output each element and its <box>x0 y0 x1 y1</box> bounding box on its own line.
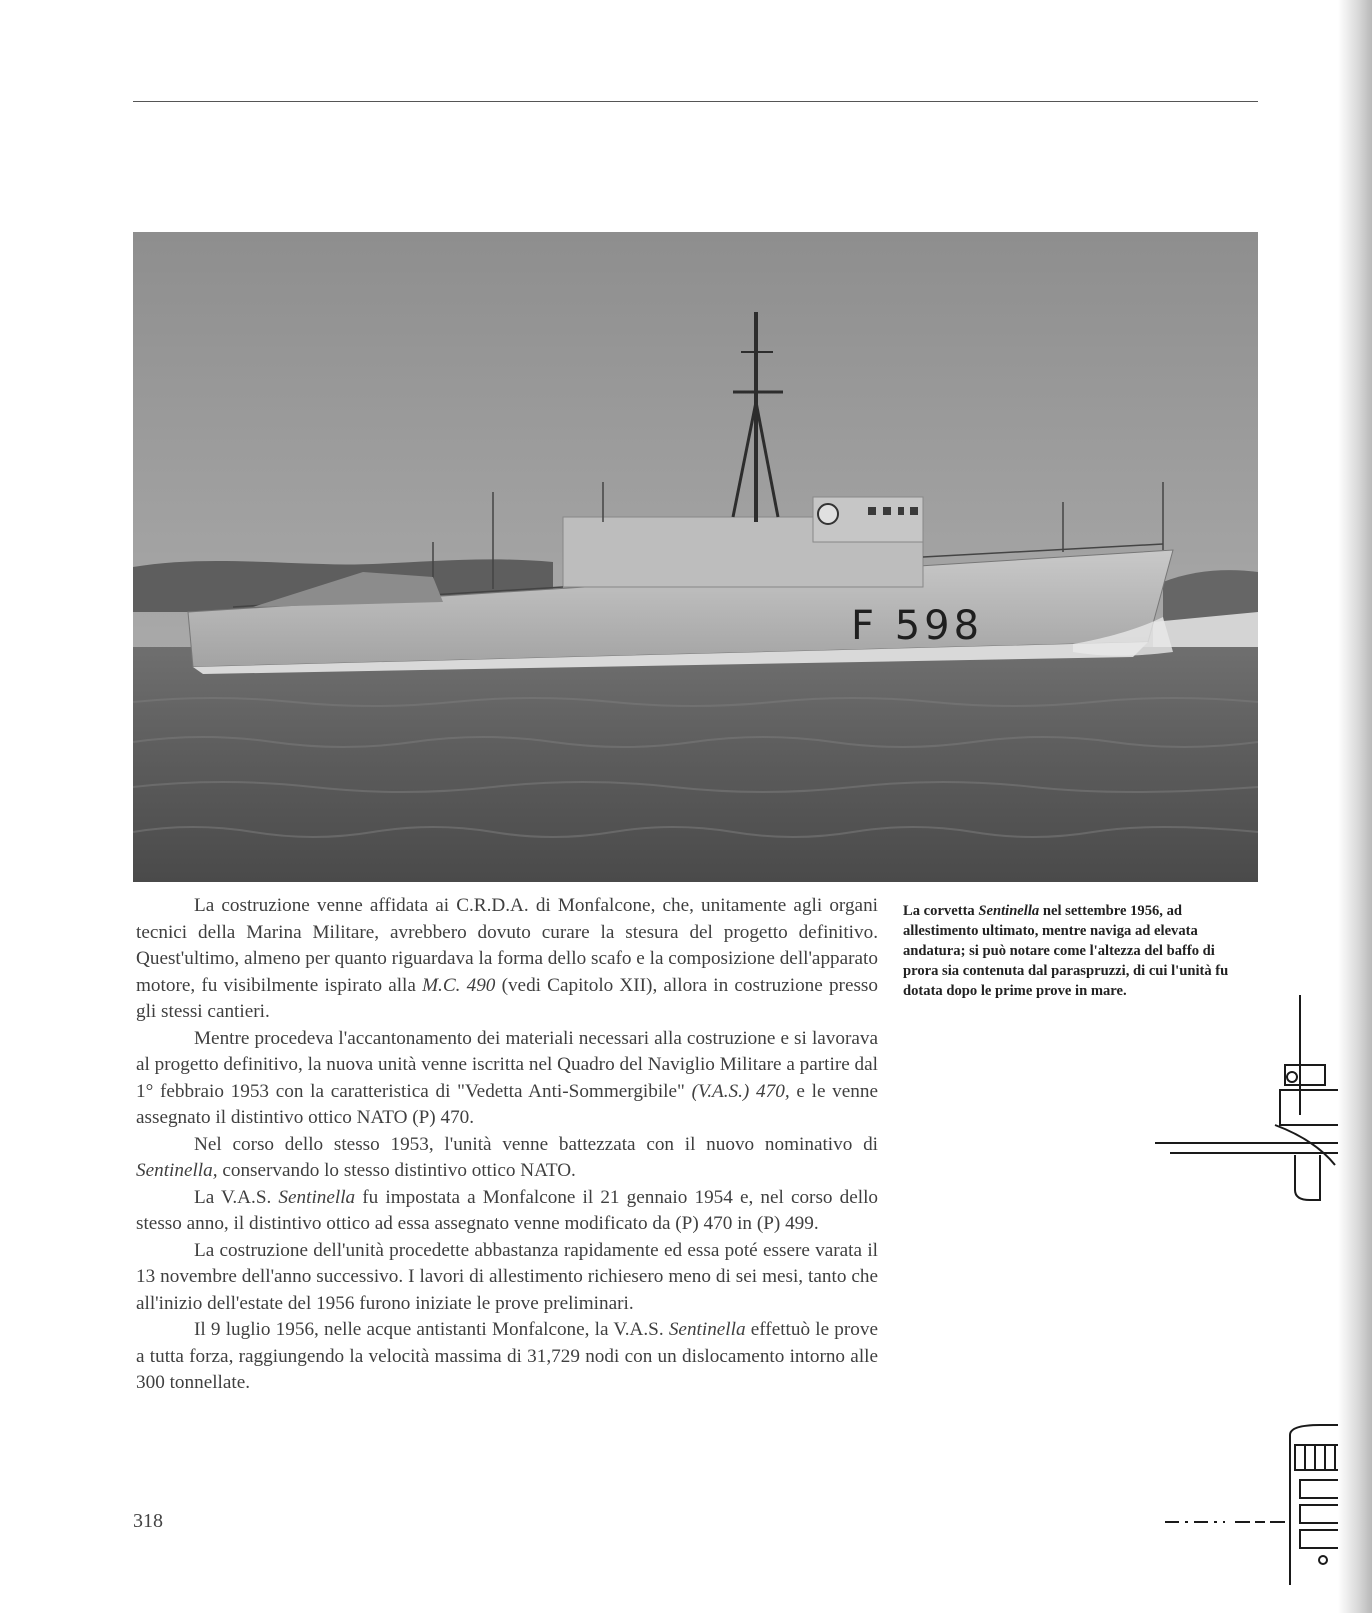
text-run: Nel corso dello stesso 1953, l'unità venne battezzata con il nuovo nominativo di <box>194 1133 878 1155</box>
text-run: La costruzione dell'unità procedette abbastanza rapidamente ed essa poté essere varata il 13 novembre dell'anno successivo. I lavori di allestimento richiesero meno di sei mesi, tanto che all'inizio dell'estate del 1956 furono iniziate le prove preliminari. <box>136 1239 878 1314</box>
text-run: e le venne assegnato il distintivo ottico NATO (P) 470. <box>136 1080 878 1128</box>
caption-ship-name: Sentinella <box>978 903 1040 919</box>
caption-text: nel settembre 1956, ad allestimento ultimato, mentre naviga ad elevata andatura; si può notare come l'altezza del baffo di prora sia contenuta dal paraspruzzi, di cui l'unità fu dotata dopo le prime prove in mare. <box>903 903 1229 999</box>
header-rule <box>133 101 1258 102</box>
text-run: La V.A.S. <box>194 1186 279 1208</box>
text-run: conservando lo stesso distintivo ottico NATO. <box>217 1160 576 1181</box>
italic-text-run: Sentinella, <box>136 1160 218 1181</box>
paragraph <box>136 1026 878 1132</box>
text-run: fu impostata a Monfalcone il 21 gennaio 1954 e, nel corso dello stesso anno, il distintivo ottico ad essa assegnato venne modificato da (P) 470 in (P) 499. <box>136 1186 878 1234</box>
text-run: (vedi Capitolo XII), allora in costruzione presso gli stessi cantieri. <box>136 974 878 1022</box>
text-run: Il 9 luglio 1956, nelle acque antistanti Monfalcone, la V.A.S. <box>194 1319 669 1340</box>
text-run: Mentre procedeva l'accantonamento dei materiali necessari alla costruzione e si lavorava al progetto definitivo, la nuova unità venne iscritta nel Quadro del Naviglio Militare a partire dal 1° febbraio 1953 con la caratteristica di "Vedetta Anti-Sommergibile" <box>136 1027 878 1102</box>
hull-number: F 598 <box>851 603 984 649</box>
paragraph <box>136 1238 878 1318</box>
text-run: La costruzione venne affidata ai C.R.D.A. di Monfalcone, che, unitamente agli organi tecnici della Marina Militare, avrebbero dovuto curare la stesura del progetto definitivo. Quest'ultimo, almeno per quanto riguardava la forma dello scafo e la composizione dell'apparato motore, fu visibilmente ispirato alla <box>136 895 878 996</box>
paragraph <box>136 1185 878 1238</box>
photo-caption <box>903 901 1248 1001</box>
paragraph <box>136 1132 878 1185</box>
italic-text-run: M.C. 490 <box>422 974 496 996</box>
paragraph <box>136 1317 878 1397</box>
italic-text-run: Sentinella <box>668 1319 746 1340</box>
italic-text-run: (V.A.S.) 470, <box>691 1080 790 1102</box>
caption-prefix: La corvetta <box>903 903 979 919</box>
paragraph <box>136 893 878 1026</box>
italic-text-run: Sentinella <box>278 1186 356 1208</box>
body-text <box>136 893 878 1397</box>
page-gutter <box>1338 0 1372 1613</box>
page-number: 318 <box>133 1510 163 1532</box>
text-run: effettuò le prove a tutta forza, raggiungendo la velocità massima di 31,729 nodi con un dislocamento intorno alle 300 tonnellate. <box>136 1319 878 1393</box>
ship-photograph <box>133 232 1258 882</box>
